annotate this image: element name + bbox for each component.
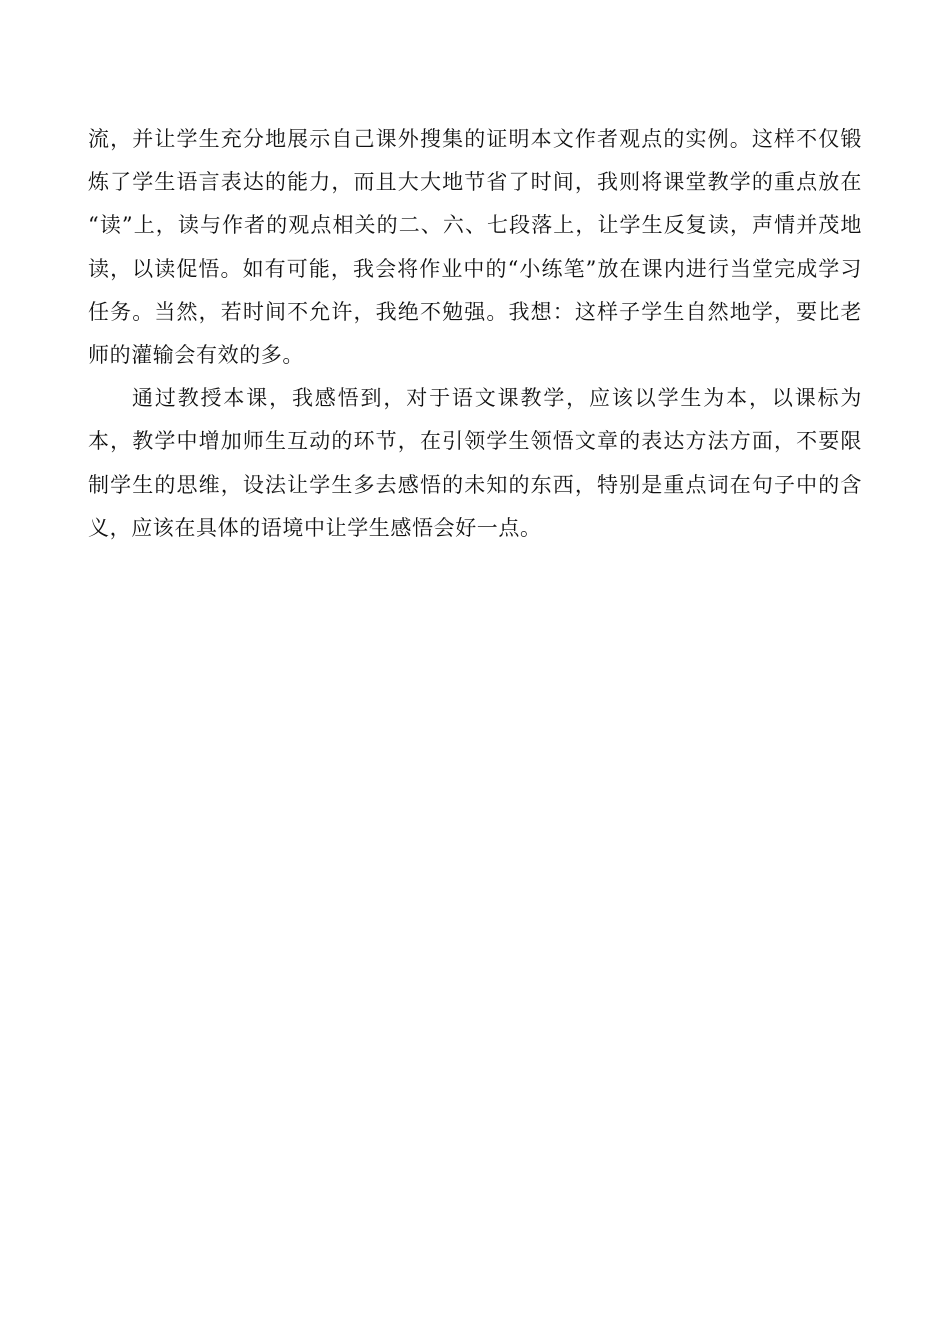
body-paragraph-1: 流，并让学生充分地展示自己课外搜集的证明本文作者观点的实例。这样不仅锻炼了学生语言表达的能力，而且大大地节省了时间，我则将课堂教学的重点放在 “读”上，读与作者的观点相关的二、六、七段落上，让学生反复读，声情并茂地读，以读促悟。如有可能，我会将作业中的“小练笔”放在课内进行当堂完成学习任务。当然，若时间不允许，我绝不勉强。我想：这样子学生自然地学，要比老师的灌输会有效的多。 [88,127,862,368]
body-paragraph-2: 通过教授本课，我感悟到，对于语文课教学，应该以学生为本，以课标为本，教学中增加师生互动的环节，在引领学生领悟文章的表达方法方面，不要限制学生的思维，设法让学生多去感悟的未知的东西，特别是重点词在句子中的含义，应该在具体的语境中让学生感悟会好一点。 [88,386,862,540]
document-page [88,118,862,550]
